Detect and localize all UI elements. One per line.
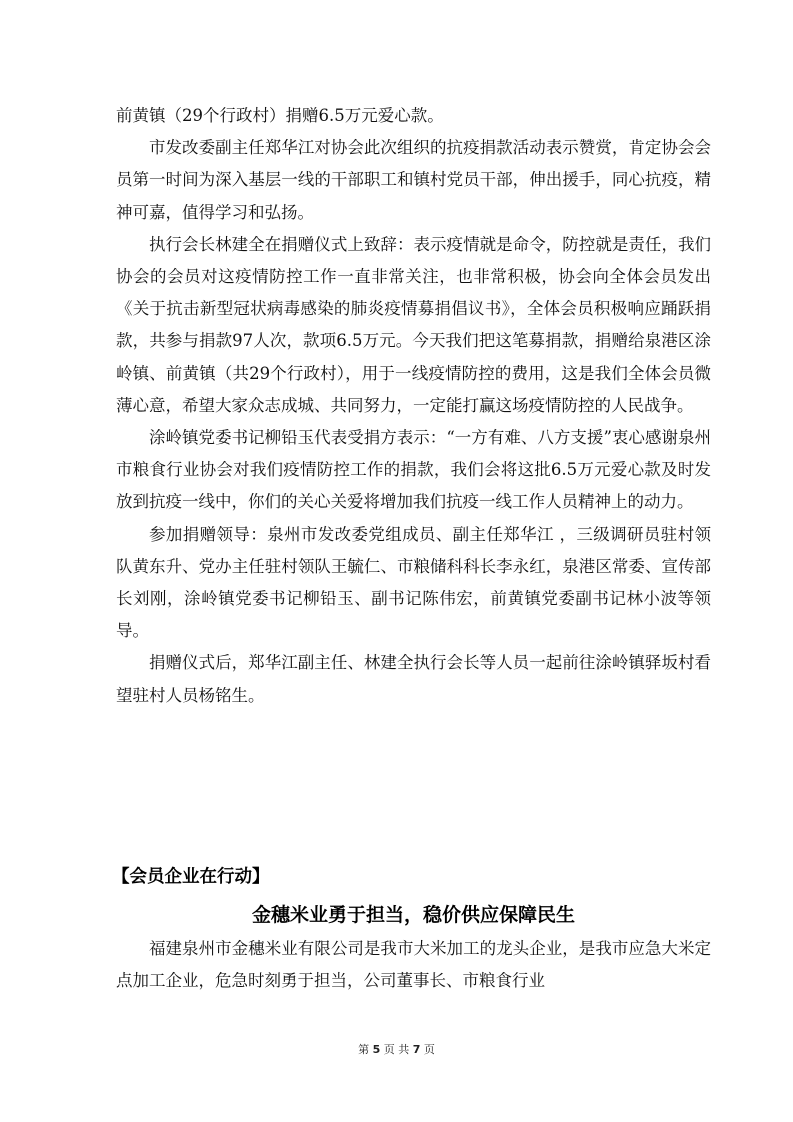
article-title: 金穗米业勇于担当，稳价供应保障民生 [251,904,575,926]
paragraph-2: 市发改委副主任郑华江对协会此次组织的抗疫捐款活动表示赞赏，肯定协会会员第一时间为深入基层一线的干部职工和镇村党员干部，伸出援手，同心抗疫，精神可嘉，值得学习和弘扬。 [116,138,711,222]
page-footer [0,1041,793,1057]
article-body [116,933,711,997]
paragraph-1: 前黄镇（29个行政村）捐赠6.5万元爱心款。 [116,106,444,125]
paragraph-4: 涂岭镇党委书记柳铅玉代表受捐方表示：“一方有难、八方支援”衷心感谢泉州市粮食行业协会对我们疫情防控工作的捐款，我们会将这批6.5万元爱心款及时发放到抗疫一线中，你们的关心关爱将增加我们抗疫一线工作人员精神上的动力。 [116,428,711,512]
body-text [116,100,711,712]
paragraph-5: 参加捐赠领导：泉州市发改委党组成员、副主任郑华江 ，三级调研员驻村领队黄东升、党办主任驻村领队王毓仁、市粮储科科长李永红，泉港区常委、宣传部长刘刚，涂岭镇党委书记柳铅玉、副书记陈伟宏，前黄镇党委副书记林小波等领导。 [116,524,711,641]
footer-total-pages: 7 [412,1043,421,1056]
footer-prefix: 第 [358,1043,370,1056]
footer-suffix: 页 [423,1043,435,1056]
article-paragraph: 福建泉州市金穗米业有限公司是我市大米加工的龙头企业，是我市应急大米定点加工企业，危急时刻勇于担当，公司董事长、市粮食行业 [116,939,711,991]
footer-page-number: 5 [372,1043,381,1056]
section-heading: 【会员企业在行动】 [112,867,270,887]
footer-middle: 页 共 [383,1043,410,1056]
paragraph-3: 执行会长林建全在捐赠仪式上致辞：表示疫情就是命令，防控就是责任，我们协会的会员对这疫情防控工作一直非常关注，也非常积极，协会向全体会员发出《关于抗击新型冠状病毒感染的肺炎疫情募捐倡议书》，全体会员积极响应踊跃捐款，共参与捐款97人次，款项6.5万元。今天我们把这笔募捐款，捐赠给泉港区涂岭镇、前黄镇（共29个行政村），用于一线疫情防控的费用，这是我们全体会员微薄心意，希望大家众志成城、共同努力，一定能打赢这场疫情防控的人民战争。 [116,234,711,415]
paragraph-6: 捐赠仪式后，郑华江副主任、林建全执行会长等人员一起前往涂岭镇驿坂村看望驻村人员杨铭生。 [116,653,711,705]
